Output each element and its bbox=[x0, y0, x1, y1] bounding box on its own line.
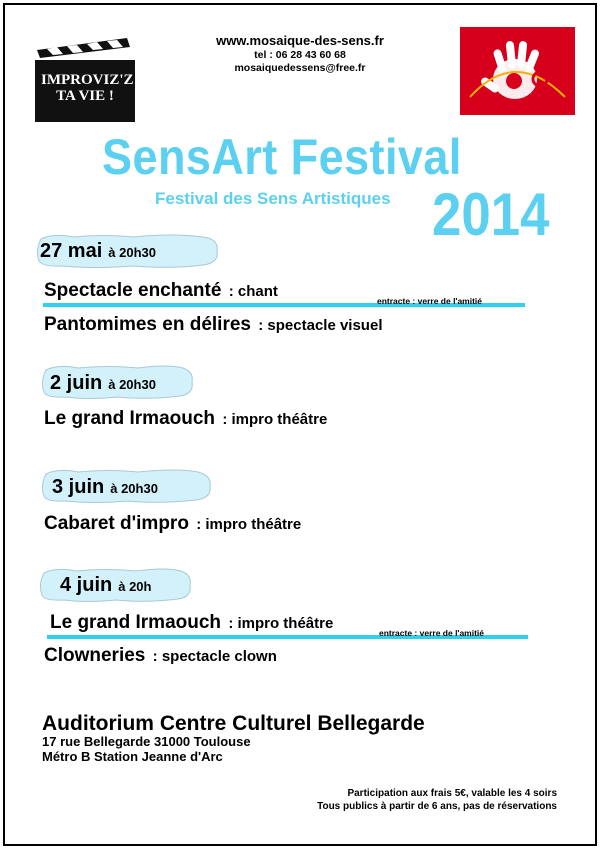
intermission-1: entracte : verre de l'amitié bbox=[377, 296, 483, 306]
event-1-time: à 20h30 bbox=[108, 245, 156, 260]
hand-print-icon bbox=[460, 27, 575, 115]
event-4-day: 4 juin bbox=[60, 574, 113, 596]
act-type: : spectacle visuel bbox=[258, 317, 383, 334]
act-type: : chant bbox=[228, 283, 278, 300]
price-note: Participation aux frais 5€, valable les 4 soirs bbox=[347, 788, 557, 799]
act-name: Cabaret d'impro bbox=[44, 513, 189, 534]
festival-year: 2014 bbox=[432, 181, 550, 248]
association-logo bbox=[460, 27, 575, 115]
act-type: : impro théâtre bbox=[222, 411, 328, 428]
event-2-date bbox=[50, 372, 156, 395]
event-4-act-1 bbox=[50, 612, 333, 634]
event-2-day: 2 juin bbox=[50, 372, 103, 394]
phone-number: tel : 06 28 43 60 68 bbox=[254, 49, 346, 61]
act-name: Le grand Irmaouch bbox=[44, 408, 216, 429]
act-name: Pantomimes en délires bbox=[44, 314, 251, 335]
event-3-act-1 bbox=[44, 513, 301, 535]
clapper-stripes-icon bbox=[37, 38, 133, 58]
act-name: Clowneries bbox=[44, 645, 146, 666]
contact-block bbox=[185, 33, 415, 74]
act-type: : impro théâtre bbox=[196, 516, 302, 533]
venue-address-block bbox=[42, 734, 251, 764]
event-2-act-1 bbox=[44, 408, 327, 430]
venue-address: 17 rue Bellegarde 31000 Toulouse bbox=[42, 734, 251, 749]
act-type: : spectacle clown bbox=[152, 648, 277, 665]
festival-subtitle: Festival des Sens Artistiques bbox=[155, 189, 391, 208]
event-1-date bbox=[40, 240, 156, 263]
event-3-day: 3 juin bbox=[52, 476, 105, 498]
event-4-time: à 20h bbox=[118, 579, 152, 594]
event-2-time: à 20h30 bbox=[108, 377, 156, 392]
event-1-day: 27 mai bbox=[40, 240, 103, 262]
event-4-date bbox=[60, 574, 151, 597]
email-address[interactable]: mosaiquedessens@free.fr bbox=[234, 62, 366, 74]
act-type: : impro théâtre bbox=[228, 615, 334, 632]
act-name: Le grand Irmaouch bbox=[50, 612, 222, 633]
event-1-act-2 bbox=[44, 314, 382, 336]
venue-name: Auditorium Centre Culturel Bellegarde bbox=[42, 712, 425, 735]
clapboard-line-1: IMPROVIZ'Z bbox=[41, 72, 134, 88]
clapperboard-logo bbox=[35, 38, 135, 123]
clapboard-line-2: TA VIE ! bbox=[56, 88, 114, 104]
event-3-date bbox=[52, 476, 158, 499]
act-name: Spectacle enchanté bbox=[44, 280, 222, 301]
event-3-time: à 20h30 bbox=[110, 481, 158, 496]
event-1-act-1 bbox=[44, 280, 278, 302]
notes-block bbox=[275, 787, 557, 813]
festival-title: SensArt Festival bbox=[102, 129, 462, 185]
event-4-act-2 bbox=[44, 645, 277, 667]
intermission-2: entracte : verre de l'amitié bbox=[379, 628, 485, 638]
website-link[interactable]: www.mosaique-des-sens.fr bbox=[216, 33, 384, 48]
venue-metro: Métro B Station Jeanne d'Arc bbox=[42, 749, 223, 764]
audience-note: Tous publics à partir de 6 ans, pas de réservations bbox=[317, 801, 557, 812]
